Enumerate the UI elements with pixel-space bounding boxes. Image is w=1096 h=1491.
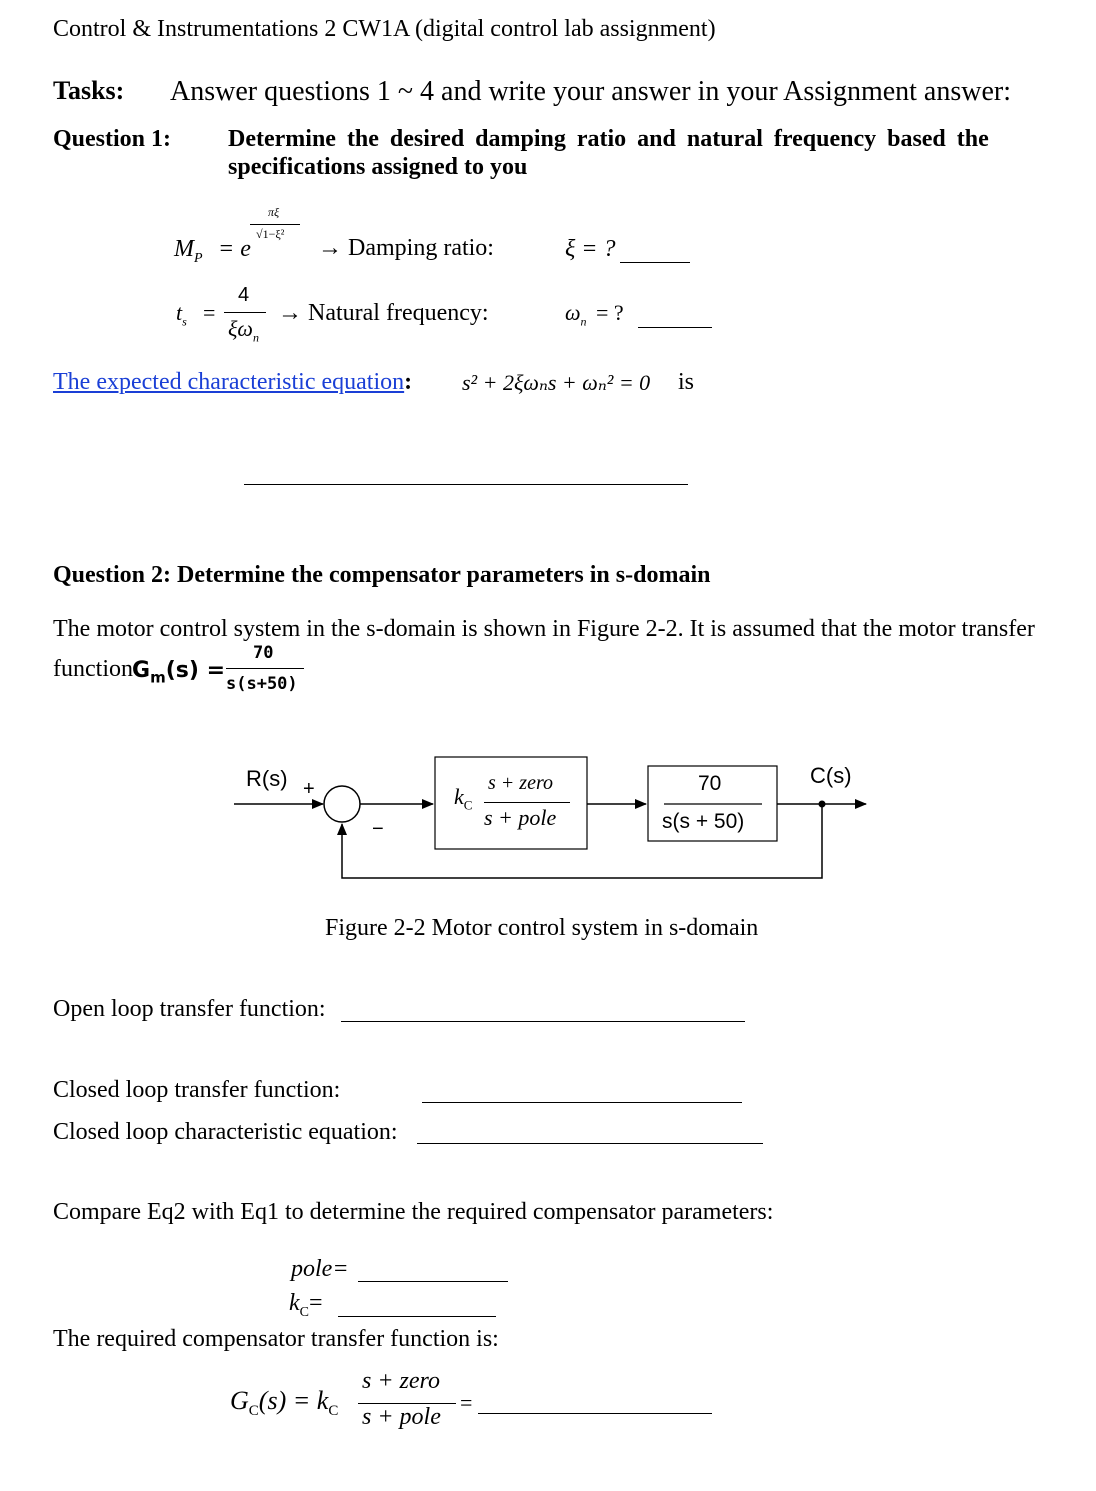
pole-label: pole= bbox=[291, 1256, 349, 1282]
ts-den: $\xi\omega_n$ bbox=[228, 316, 259, 345]
input-label: R(s) bbox=[246, 766, 288, 791]
ts-lhs: $t_s$ bbox=[176, 300, 187, 329]
output-label: C(s) bbox=[810, 763, 852, 788]
mp-exp-num: πξ bbox=[268, 205, 280, 219]
mp-eq: = e bbox=[218, 236, 251, 262]
summing-junction bbox=[324, 786, 360, 822]
tasks-text: Answer questions 1 ~ 4 and write your answer in your Assignment answer: bbox=[170, 76, 1012, 107]
damping-value: ξ = ? bbox=[565, 236, 616, 262]
required-text: The required compensator transfer function is: bbox=[53, 1326, 499, 1352]
open-loop-answer-line[interactable] bbox=[341, 1021, 745, 1022]
closed-loop-char-label: Closed loop characteristic equation: bbox=[53, 1119, 398, 1145]
natfreq-value: = ? bbox=[596, 300, 624, 325]
gc-num: s + zero bbox=[362, 1368, 440, 1394]
kc-label: $k_C=$ bbox=[289, 1290, 323, 1320]
ts-eq: = bbox=[203, 300, 216, 325]
plant-den: s(s + 50) bbox=[662, 810, 745, 833]
open-loop-label: Open loop transfer function: bbox=[53, 996, 326, 1022]
closed-loop-answer-line[interactable] bbox=[422, 1102, 742, 1103]
gc-answer-line[interactable] bbox=[478, 1413, 712, 1414]
question2-intro-line1: The motor control system in the s-domain is shown in Figure 2-2. It is assumed that the motor transfer bbox=[53, 616, 1035, 642]
comp-gain: $k_C$ bbox=[454, 784, 473, 813]
gc-den: s + pole bbox=[362, 1404, 441, 1430]
document-title: Control & Instrumentations 2 CW1A (digital control lab assignment) bbox=[53, 16, 716, 42]
ts-num: 4 bbox=[238, 284, 250, 306]
comp-frac-bar bbox=[484, 802, 570, 803]
closed-loop-char-answer-line[interactable] bbox=[417, 1143, 763, 1144]
mp-lhs: $M_P$ bbox=[174, 236, 203, 266]
question1-text-line2: specifications assigned to you bbox=[228, 154, 528, 180]
pole-answer-line[interactable] bbox=[358, 1281, 508, 1282]
natfreq-lhs: $\omega_n$ bbox=[565, 300, 587, 329]
gc-lhs: $G_C(s) = k_C$ bbox=[230, 1386, 339, 1420]
minus-sign: − bbox=[372, 818, 384, 840]
char-eq-link[interactable]: The expected characteristic equation bbox=[53, 369, 405, 395]
plant-num: 70 bbox=[698, 772, 722, 795]
figure-caption: Figure 2-2 Motor control system in s-domain bbox=[325, 915, 759, 941]
gm-num: 70 bbox=[253, 643, 274, 663]
question2-heading: Question 2: Determine the compensator parameters in s-domain bbox=[53, 562, 711, 588]
comp-num: s + zero bbox=[488, 772, 553, 794]
question1-label: Question 1: bbox=[53, 126, 172, 152]
gm-label: $G_m(s)$ = bbox=[132, 658, 225, 687]
tasks-label: Tasks: bbox=[53, 76, 125, 105]
gc-eq: = bbox=[460, 1390, 473, 1415]
compare-text: Compare Eq2 with Eq1 to determine the required compensator parameters: bbox=[53, 1199, 774, 1225]
char-eq-is: is bbox=[678, 369, 695, 395]
gm-den: s(s+50) bbox=[226, 674, 298, 694]
char-eq-formula: s² + 2ξωₙs + ωₙ² = 0 bbox=[462, 370, 651, 395]
mp-exp-den: √1−ξ² bbox=[256, 227, 285, 241]
kc-answer-line[interactable] bbox=[338, 1316, 496, 1317]
plus-sign: + bbox=[303, 778, 315, 800]
damping-label: → Damping ratio: bbox=[318, 235, 494, 261]
closed-loop-label: Closed loop transfer function: bbox=[53, 1077, 341, 1103]
question2-intro-line2: function bbox=[53, 656, 133, 682]
comp-den: s + pole bbox=[484, 805, 557, 830]
char-eq-label: The expected characteristic equation: bbox=[53, 369, 413, 395]
question1-text-line1: Determine the desired damping ratio and natural frequency based the bbox=[228, 126, 989, 152]
natfreq-label: → Natural frequency: bbox=[278, 300, 489, 326]
